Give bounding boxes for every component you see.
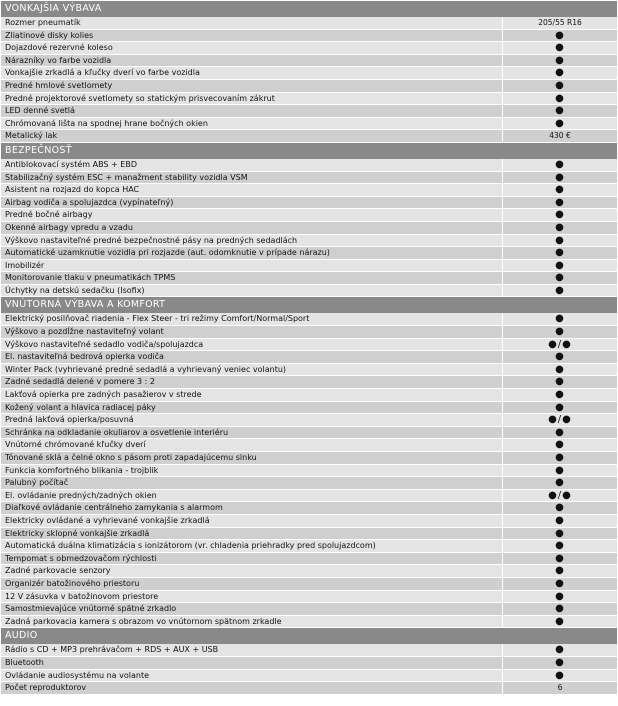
table-row	[1, 578, 617, 591]
row-label: Výškovo nastaviteľné sedadlo vodiča/spolujazdca	[5, 339, 204, 349]
row-label: Zadné sedadlá delené v pomere 3 : 2	[5, 377, 155, 387]
included-dot-icon: ●	[502, 260, 617, 272]
included-dot-icon: ●	[502, 603, 617, 615]
table-row	[1, 376, 617, 389]
included-dot-icon: ●	[502, 427, 617, 439]
row-label: Automatická duálna klimatizácia s ionizátorom (vr. chladenia priehradky pred spolujazdcom)	[5, 541, 376, 551]
table-row	[1, 603, 617, 616]
row-label: Výškovo nastaviteľné predné bezpečnostné pásy na predných sedadlách	[5, 235, 298, 245]
included-dot-icon: ●	[502, 351, 617, 363]
included-dot-icon: ●	[502, 477, 617, 489]
included-dot-icon: ●	[502, 222, 617, 234]
included-dot-icon: ●	[502, 364, 617, 376]
table-row	[1, 222, 617, 235]
included-dot-icon: ●	[502, 105, 617, 117]
row-label: Predné projektorové svetlomety so statickým prisvecovaním zákrut	[5, 93, 275, 103]
included-dot-icon: ●	[502, 313, 617, 325]
table-row	[1, 565, 617, 578]
row-label: Chrómovaná lišta na spodnej hrane bočných okien	[5, 118, 208, 128]
section-header: BEZPEČNOSŤ	[1, 143, 617, 159]
included-dot-icon: ●	[502, 172, 617, 184]
table-row	[1, 540, 617, 553]
row-value: 6	[502, 682, 617, 694]
table-row	[1, 515, 617, 528]
table-row	[1, 260, 617, 273]
table-row	[1, 452, 617, 465]
included-dot-icon: ●	[502, 272, 617, 284]
table-row	[1, 272, 617, 285]
row-label: Monitorovanie tlaku v pneumatikách TPMS	[5, 273, 176, 283]
table-row	[1, 313, 617, 326]
row-label: Bluetooth	[5, 657, 44, 667]
row-label: Imobilizér	[5, 260, 45, 270]
included-dot-icon: ●	[502, 591, 617, 603]
included-dot-icon: ●	[502, 30, 617, 42]
table-row	[1, 17, 617, 30]
included-dot-icon: ●	[502, 578, 617, 590]
section-header: VONKAJŠIA VÝBAVA	[1, 1, 617, 17]
table-row	[1, 682, 617, 695]
included-dot-icon: ●	[502, 439, 617, 451]
equipment-table	[1, 1, 617, 695]
included-dot-icon: ●	[502, 67, 617, 79]
row-label: Vonkajšie zrkadlá a kľučky dverí vo farbe vozidla	[5, 68, 200, 78]
row-label: Zadné parkovacie senzory	[5, 566, 111, 576]
table-row	[1, 105, 617, 118]
included-dot-icon: ●	[502, 55, 617, 67]
row-label: Lakťová opierka pre zadných pasažierov v strede	[5, 390, 202, 400]
row-label: Winter Pack (vyhrievané predné sedadlá a vyhrievaný veniec volantu)	[5, 364, 287, 374]
included-dot-icon: ●	[502, 389, 617, 401]
row-label: Palubný počítač	[5, 478, 69, 488]
table-row	[1, 55, 617, 68]
table-row	[1, 477, 617, 490]
row-label: Stabilizačný systém ESC + manažment stability vozidla VSM	[5, 172, 248, 182]
row-label: Predné bočné airbagy	[5, 210, 93, 220]
table-row	[1, 247, 617, 260]
table-row	[1, 80, 617, 93]
included-dot-icon: ●	[502, 159, 617, 171]
table-row	[1, 235, 617, 248]
included-dot-icon: ●	[502, 528, 617, 540]
row-label: Zadná parkovacia kamera s obrazom vo vnútornom spätnom zrkadle	[5, 616, 282, 626]
table-row	[1, 402, 617, 415]
row-label: Predná lakťová opierka/posuvná	[5, 415, 134, 425]
row-label: Vnútorné chrómované kľučky dverí	[5, 440, 146, 450]
included-dot-icon: ●	[502, 93, 617, 105]
table-row	[1, 657, 617, 670]
row-label: Funkcia komfortného blikania - trojblik	[5, 465, 159, 475]
table-row	[1, 339, 617, 352]
included-dot-icon: ●	[502, 553, 617, 565]
table-row	[1, 427, 617, 440]
row-label: Organizér batožinového priestoru	[5, 578, 140, 588]
table-row	[1, 326, 617, 339]
table-row	[1, 130, 617, 143]
row-label: Samostmievajúce vnútorné spätné zrkadlo	[5, 604, 177, 614]
table-row	[1, 172, 617, 185]
row-value: 430 €	[502, 130, 617, 142]
table-row	[1, 42, 617, 55]
included-dot-icon: ●	[502, 209, 617, 221]
included-dot-icon: ●	[502, 184, 617, 196]
included-dot-icon: ●	[502, 540, 617, 552]
included-dot-icon: ●	[502, 670, 617, 682]
included-dot-icon: ●/●	[502, 339, 617, 351]
table-row	[1, 351, 617, 364]
row-label: Kožený volant a hlavica radiacej páky	[5, 402, 156, 412]
table-row	[1, 159, 617, 172]
table-row	[1, 364, 617, 377]
row-label: Airbag vodiča a spolujazdca (vypínateľný)	[5, 197, 174, 207]
row-label: Počet reproduktorov	[5, 683, 87, 693]
included-dot-icon: ●	[502, 376, 617, 388]
included-dot-icon: ●	[502, 644, 617, 656]
row-label: Diaľkové ovládanie centrálneho zamykania s alarmom	[5, 503, 223, 513]
table-row	[1, 414, 617, 427]
table-row	[1, 209, 617, 222]
row-value: 205/55 R16	[502, 17, 617, 29]
table-row	[1, 67, 617, 80]
included-dot-icon: ●	[502, 657, 617, 669]
row-label: Asistent na rozjazd do kopca HAC	[5, 185, 140, 195]
row-label: El. ovládanie predných/zadných okien	[5, 490, 157, 500]
row-label: Predné hmlové svetlomety	[5, 80, 113, 90]
table-row	[1, 528, 617, 541]
row-label: Zliatinové disky kolies	[5, 30, 94, 40]
row-label: Automatické uzamknutie vozidla pri rozjazde (aut. odomknutie v prípade nárazu)	[5, 248, 330, 258]
table-row	[1, 184, 617, 197]
table-row	[1, 285, 617, 298]
included-dot-icon: ●	[502, 285, 617, 297]
included-dot-icon: ●	[502, 452, 617, 464]
table-row	[1, 502, 617, 515]
table-row	[1, 465, 617, 478]
row-label: Elektrický posilňovač riadenia - Flex Steer - tri režimy Comfort/Normal/Sport	[5, 314, 310, 324]
table-row	[1, 644, 617, 657]
included-dot-icon: ●	[502, 80, 617, 92]
included-dot-icon: ●	[502, 326, 617, 338]
row-label: El. nastaviteľná bedrová opierka vodiča	[5, 352, 164, 362]
row-label: Elektricky ovládané a vyhrievané vonkajšie zrkadlá	[5, 515, 210, 525]
row-label: Metalický lak	[5, 131, 58, 141]
table-row	[1, 118, 617, 131]
table-row	[1, 591, 617, 604]
included-dot-icon: ●	[502, 235, 617, 247]
table-row	[1, 30, 617, 43]
section-header: VNÚTORNÁ VÝBAVA A KOMFORT	[1, 297, 617, 313]
included-dot-icon: ●	[502, 247, 617, 259]
row-label: 12 V zásuvka v batožinovom priestore	[5, 591, 159, 601]
row-label: Schránka na odkladanie okuliarov a osvetlenie interiéru	[5, 427, 229, 437]
included-dot-icon: ●	[502, 616, 617, 628]
row-label: Úchytky na detskú sedačku (Isofix)	[5, 285, 145, 295]
table-row	[1, 670, 617, 683]
row-label: Rozmer pneumatík	[5, 18, 81, 27]
row-label: Okenné airbagy vpredu a vzadu	[5, 222, 133, 232]
table-row	[1, 197, 617, 210]
included-dot-icon: ●	[502, 515, 617, 527]
included-dot-icon: ●/●	[502, 414, 617, 426]
row-label: Nárazníky vo farbe vozidla	[5, 55, 112, 65]
table-row	[1, 389, 617, 402]
included-dot-icon: ●	[502, 565, 617, 577]
included-dot-icon: ●	[502, 502, 617, 514]
row-label: Tempomat s obmedzovačom rýchlosti	[5, 553, 157, 563]
table-row	[1, 616, 617, 629]
row-label: Rádio s CD + MP3 prehrávačom + RDS + AUX + USB	[5, 645, 219, 655]
table-row	[1, 490, 617, 503]
row-label: LED denné svetlá	[5, 106, 75, 116]
included-dot-icon: ●	[502, 118, 617, 130]
included-dot-icon: ●	[502, 402, 617, 414]
included-dot-icon: ●	[502, 465, 617, 477]
row-label: Elektricky sklopné vonkajšie zrkadlá	[5, 528, 150, 538]
included-dot-icon: ●/●	[502, 490, 617, 502]
row-label: Výškovo a pozdĺžne nastaviteľný volant	[5, 327, 164, 337]
row-label: Ovládanie audiosystému na volante	[5, 670, 149, 680]
row-label: Antiblokovací systém ABS + EBD	[5, 159, 137, 169]
row-label: Tónované sklá a čelné okno s pásom proti zapadajúcemu slnku	[5, 453, 257, 462]
table-row	[1, 439, 617, 452]
section-header: AUDIO	[1, 628, 617, 644]
included-dot-icon: ●	[502, 42, 617, 54]
row-label: Dojazdové rezervné koleso	[5, 43, 113, 53]
included-dot-icon: ●	[502, 197, 617, 209]
table-row	[1, 93, 617, 106]
table-row	[1, 553, 617, 566]
